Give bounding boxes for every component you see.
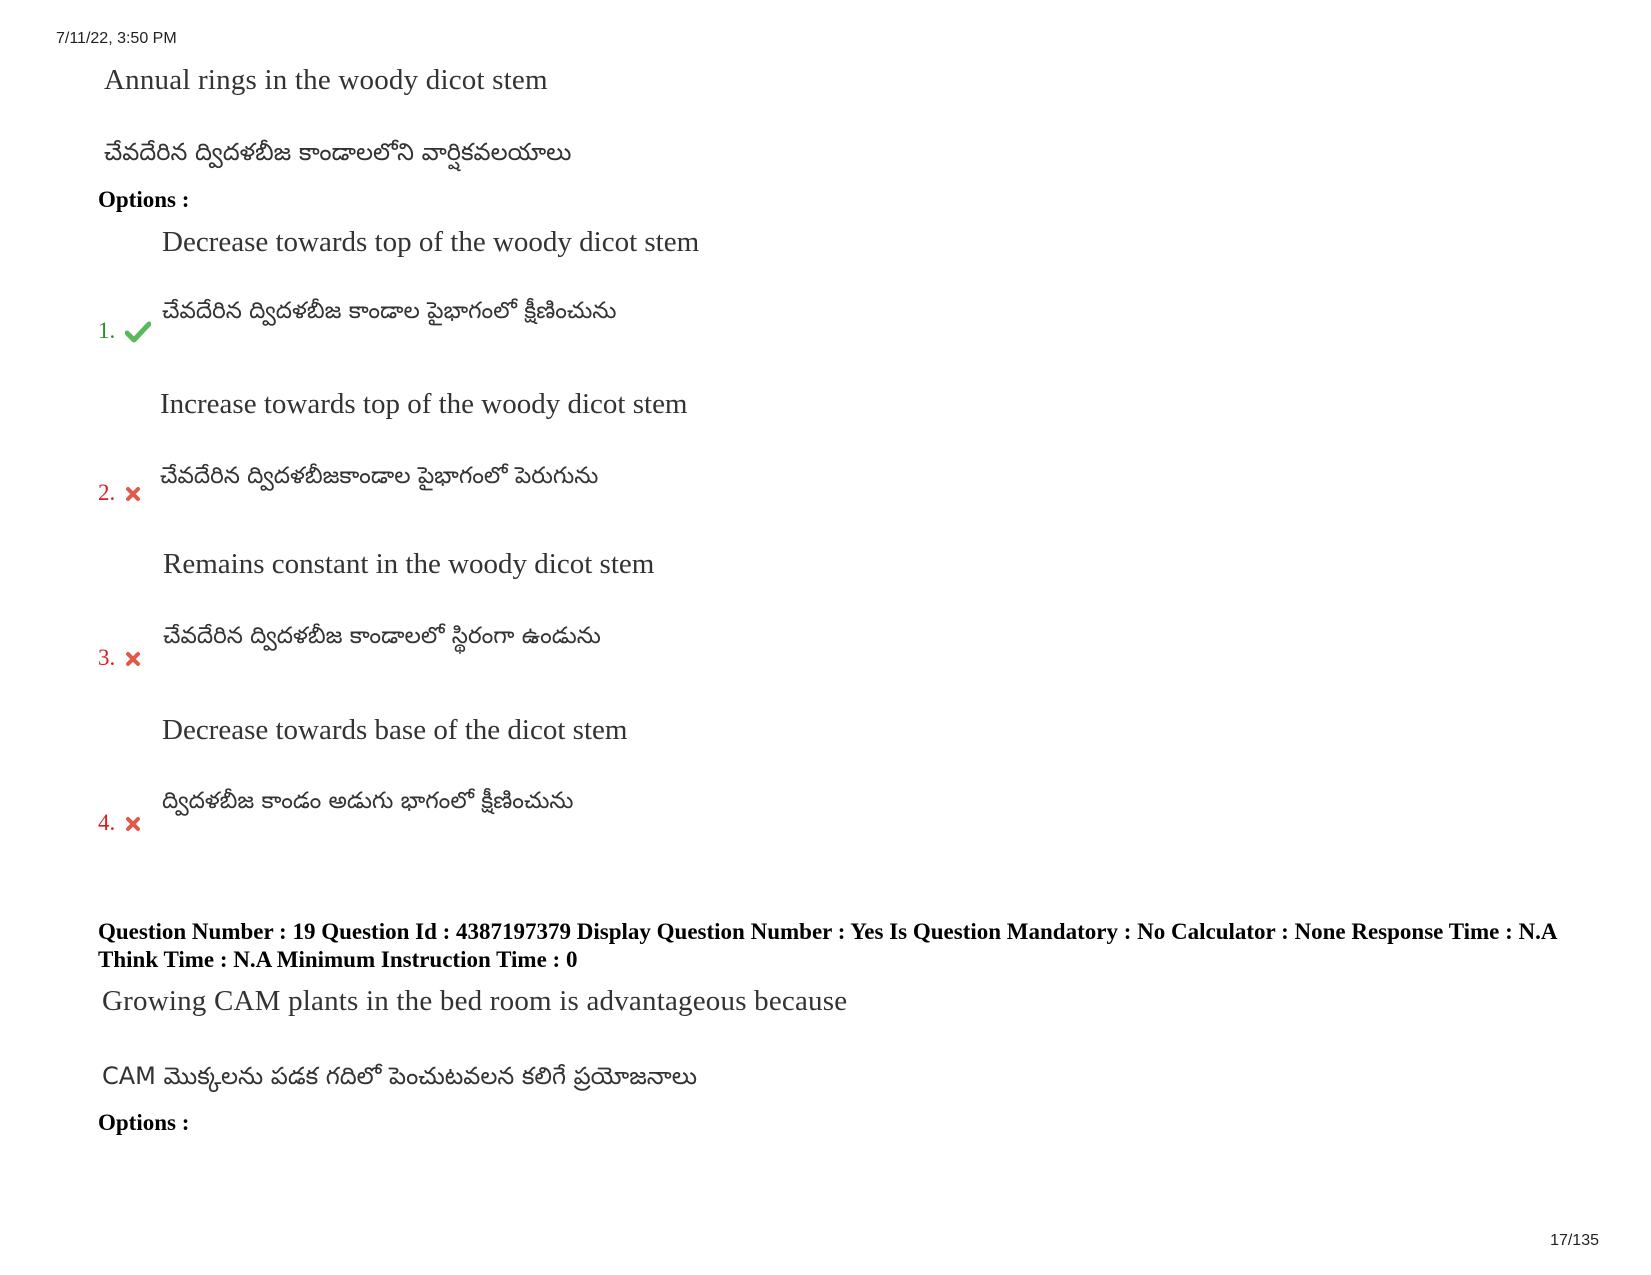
- page-number: 17/135: [1550, 1232, 1599, 1249]
- option-4-marker: [98, 810, 141, 837]
- option-3-text-en: Remains constant in the woody dicot stem: [163, 548, 655, 580]
- print-timestamp: 7/11/22, 3:50 PM: [56, 30, 177, 47]
- option-4-number: 4.: [98, 810, 116, 835]
- option-4-text-te: ద్విదళబీజ కాండం అడుగు భాగంలో క్షీణించును: [162, 788, 574, 814]
- option-3-number: 3.: [98, 645, 116, 670]
- question-text-en: Annual rings in the woody dicot stem: [104, 64, 548, 96]
- option-1-number: 1.: [98, 318, 116, 343]
- question-text-te: చేవదేరిన ద్విదళబీజ కాండాలలోని వార్షికవలయాలు: [104, 138, 572, 166]
- option-1-marker: [98, 318, 151, 348]
- question-19-text-en: Growing CAM plants in the bed room is advantageous because: [102, 985, 848, 1017]
- question-19-text-te: CAM మొక్కలను పడక గదిలో పెంచుటవలన కలిగే ప్రయోజనాలు: [102, 1062, 698, 1090]
- check-icon: [125, 321, 151, 348]
- option-2-text-en: Increase towards top of the woody dicot stem: [160, 388, 688, 420]
- cross-icon: [125, 486, 141, 507]
- option-3-marker: [98, 645, 141, 672]
- options-label: Options :: [98, 187, 190, 212]
- cross-icon: [125, 651, 141, 672]
- option-2-text-te: చేవదేరిన ద్విదళబీజకాండాల పైభాగంలో పెరుగును: [160, 463, 599, 489]
- option-2-marker: [98, 480, 141, 507]
- option-1-text-te: చేవదేరిన ద్విదళబీజ కాండాల పైభాగంలో క్షీణించును: [162, 298, 617, 324]
- question-19-options-label: Options :: [98, 1110, 190, 1135]
- option-3-text-te: చేవదేరిన ద్విదళబీజ కాండాలలో స్థిరంగా ఉండును: [163, 623, 601, 649]
- cross-icon: [125, 816, 141, 837]
- option-1-text-en: Decrease towards top of the woody dicot stem: [162, 226, 700, 258]
- option-2-number: 2.: [98, 480, 116, 505]
- question-19-meta: Question Number : 19 Question Id : 4387197379 Display Question Number : Yes Is Question Mandatory : No Calculator : None Response Time : N.A Think Time : N.A Minimum Instruction Time : 0: [98, 919, 1557, 972]
- option-4-text-en: Decrease towards base of the dicot stem: [162, 714, 628, 746]
